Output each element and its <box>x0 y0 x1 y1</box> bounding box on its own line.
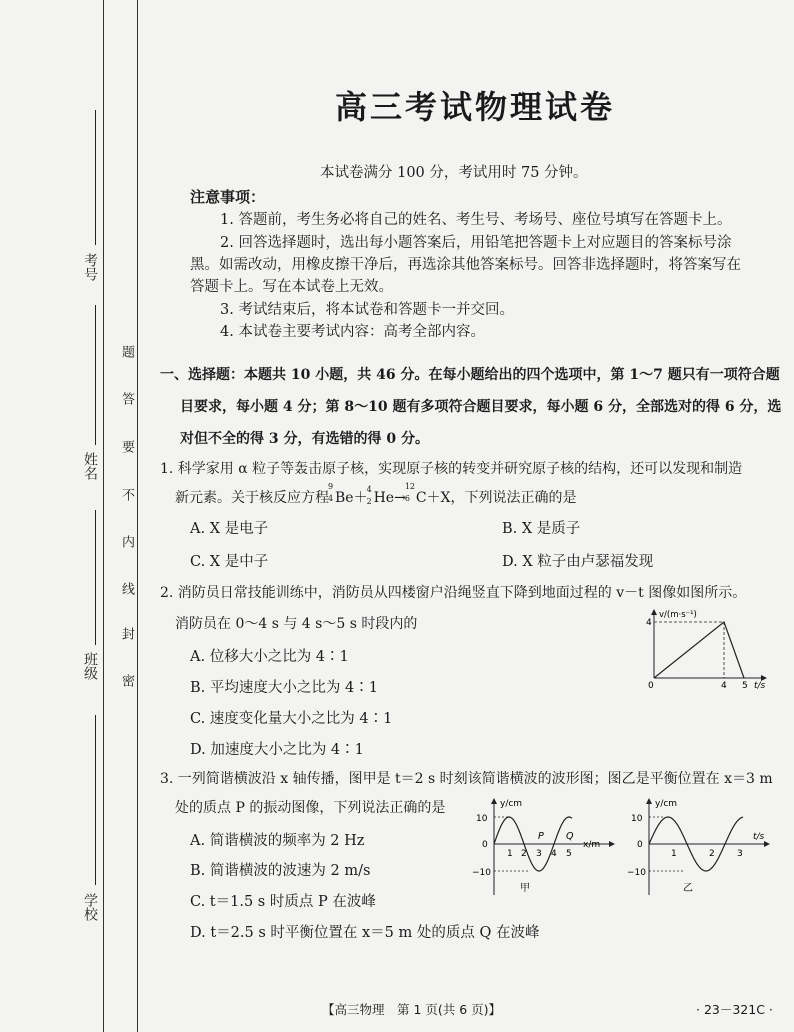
graph-caption: 乙 <box>683 883 693 894</box>
seal-char: 内 <box>119 535 134 548</box>
symbol: C＋X <box>415 490 451 506</box>
atomic-number: 4 <box>328 494 334 503</box>
q3-option-d[interactable]: D. t＝2.5 s 时平衡位置在 x＝5 m 处的质点 Q 在波峰 <box>190 925 540 941</box>
label-kaohao: 考号 <box>82 253 98 281</box>
point-q-label: Q <box>566 831 574 842</box>
y-axis-label: y/cm <box>500 799 523 809</box>
kaohao-field[interactable] <box>95 110 96 245</box>
q2-option-c[interactable]: C. 速度变化量大小之比为 4∶1 <box>190 711 393 727</box>
vt-curve <box>654 622 744 678</box>
y-axis-label: v/(m·s⁻¹) <box>659 610 697 620</box>
banji-field[interactable] <box>95 510 96 645</box>
page-code: · 23－321C · <box>696 1002 773 1017</box>
seal-char: 要 <box>119 440 134 453</box>
q1-option-d[interactable]: D. X 粒子由卢瑟福发现 <box>502 554 654 570</box>
notice-heading: 注意事项： <box>190 188 266 206</box>
binding-line-inner <box>137 0 138 1032</box>
x-tick: 1 <box>671 849 677 859</box>
x-tick: 1 <box>507 849 513 859</box>
q3-wave-graph <box>470 795 620 900</box>
graph-caption: 甲 <box>520 883 530 894</box>
q2-stem-2: 消防员在 0～4 s 与 4 s～5 s 时段内的 <box>175 616 418 632</box>
section-text: 对但不全的得 3 分，有选错的得 0 分。 <box>180 431 429 447</box>
q3-vibration-graph <box>625 795 775 900</box>
notice-item: 黑。如需改动，用橡皮擦干净后，再选涂其他答案标号。回答非选择题时，将答案写在 <box>190 257 741 273</box>
notice-item: 2. 回答选择题时，选出每小题答案后，用铅笔把答题卡上对应题目的答案标号涂 <box>220 235 732 251</box>
seal-char: 不 <box>119 488 134 501</box>
x-tick: 2 <box>709 849 715 859</box>
x-tick: 4 <box>721 681 727 691</box>
nuclide-c <box>404 482 451 507</box>
binding-margin <box>0 0 150 1032</box>
q1-stem-2 <box>175 482 577 507</box>
symbol: Be＋ <box>335 490 368 506</box>
mass-number: 4 <box>366 485 372 494</box>
y-tick: 10 <box>476 814 488 824</box>
x-axis-label: x/m <box>583 840 601 850</box>
page-footer: 【高三物理 第 1 页(共 6 页)】 <box>322 1002 502 1017</box>
section-heading: 一、选择题：本题共 10 小题，共 46 分。在每小题给出的四个选项中，第 1～7 题只有一项符合题 <box>160 367 780 383</box>
y-tick: 10 <box>631 814 643 824</box>
x-tick: 2 <box>521 849 527 859</box>
q1-stem: 1. 科学家用 α 粒子等轰击原子核，实现原子核的转变并研究原子核的结构，还可以发现和制造 <box>160 461 743 477</box>
q3-stem: 3. 一列简谐横波沿 x 轴传播，图甲是 t＝2 s 时刻该简谐横波的波形图；图乙是平衡位置在 x＝3 m <box>160 771 773 787</box>
q1-option-a[interactable]: A. X 是电子 <box>190 521 269 537</box>
q3-option-a[interactable]: A. 简谐横波的频率为 2 Hz <box>190 833 365 849</box>
y-tick: −10 <box>627 868 646 878</box>
q3-option-b[interactable]: B. 简谐横波的波速为 2 m/s <box>190 863 371 879</box>
label-banji: 班级 <box>82 652 98 680</box>
x-tick: 3 <box>536 849 542 859</box>
xingming-field[interactable] <box>95 305 96 445</box>
label-xuexiao: 学校 <box>82 893 98 921</box>
label-xingming: 姓名 <box>82 452 98 480</box>
y-axis-label: y/cm <box>655 799 678 809</box>
x-tick: 4 <box>551 849 557 859</box>
x-tick: 3 <box>737 849 743 859</box>
q2-stem: 2. 消防员日常技能训练中，消防员从四楼窗户沿绳竖直下降到地面过程的 v－t 图像如图所示。 <box>160 585 747 601</box>
x-axis-label: t/s <box>754 681 766 691</box>
q2-option-d[interactable]: D. 加速度大小之比为 4∶1 <box>190 742 364 758</box>
q1-stem-text: ，下列说法正确的是 <box>450 490 577 506</box>
mass-number: 12 <box>404 482 415 491</box>
y-tick: 4 <box>646 618 652 628</box>
origin-label: 0 <box>637 840 643 850</box>
seal-char: 封 <box>119 627 134 640</box>
nuclide-he <box>366 485 406 506</box>
q1-option-b[interactable]: B. X 是质子 <box>502 521 581 537</box>
x-tick: 5 <box>566 849 572 859</box>
q1-option-c[interactable]: C. X 是中子 <box>190 554 269 570</box>
q3-stem-2: 处的质点 P 的振动图像，下列说法正确的是 <box>175 800 446 816</box>
notice-item: 1. 答题前，考生务必将自己的姓名、考生号、考场号、座位号填写在答题卡上。 <box>220 212 732 228</box>
origin-label: 0 <box>648 681 654 691</box>
section-text: 目要求，每小题 4 分；第 8～10 题有多项符合题目要求，每小题 6 分，全部选对的得 6 分，选 <box>180 399 782 415</box>
seal-char: 题 <box>119 345 134 358</box>
notice-item: 4. 本试卷主要考试内容：高考全部内容。 <box>220 324 485 340</box>
q3-option-c[interactable]: C. t＝1.5 s 时质点 P 在波峰 <box>190 894 376 910</box>
seal-char: 线 <box>119 582 134 595</box>
q1-stem-text: 新元素。关于核反应方程 <box>175 490 329 506</box>
origin-label: 0 <box>482 840 488 850</box>
x-axis-label: t/s <box>753 832 765 842</box>
seal-char: 答 <box>119 392 134 405</box>
q2-option-a[interactable]: A. 位移大小之比为 4∶1 <box>190 649 349 665</box>
seal-char: 密 <box>119 674 134 687</box>
q2-vt-graph <box>640 606 770 696</box>
x-tick: 5 <box>742 681 748 691</box>
mass-number: 9 <box>328 482 334 491</box>
nuclide-be <box>328 482 368 507</box>
notice-item: 答题卡上。写在本试卷上无效。 <box>190 279 393 295</box>
notice-item: 3. 考试结束后，将本试卷和答题卡一并交回。 <box>220 302 514 318</box>
binding-line-outer <box>103 0 104 1032</box>
y-tick: −10 <box>472 868 491 878</box>
symbol: He→ <box>373 490 406 506</box>
point-p-label: P <box>538 831 544 842</box>
xuexiao-field[interactable] <box>95 715 96 885</box>
atomic-number: 6 <box>404 494 410 503</box>
atomic-number: 2 <box>366 497 372 506</box>
page-title: 高三考试物理试卷 <box>335 88 616 126</box>
q2-option-b[interactable]: B. 平均速度大小之比为 4∶1 <box>190 680 378 696</box>
exam-info: 本试卷满分 100 分，考试用时 75 分钟。 <box>320 165 588 181</box>
